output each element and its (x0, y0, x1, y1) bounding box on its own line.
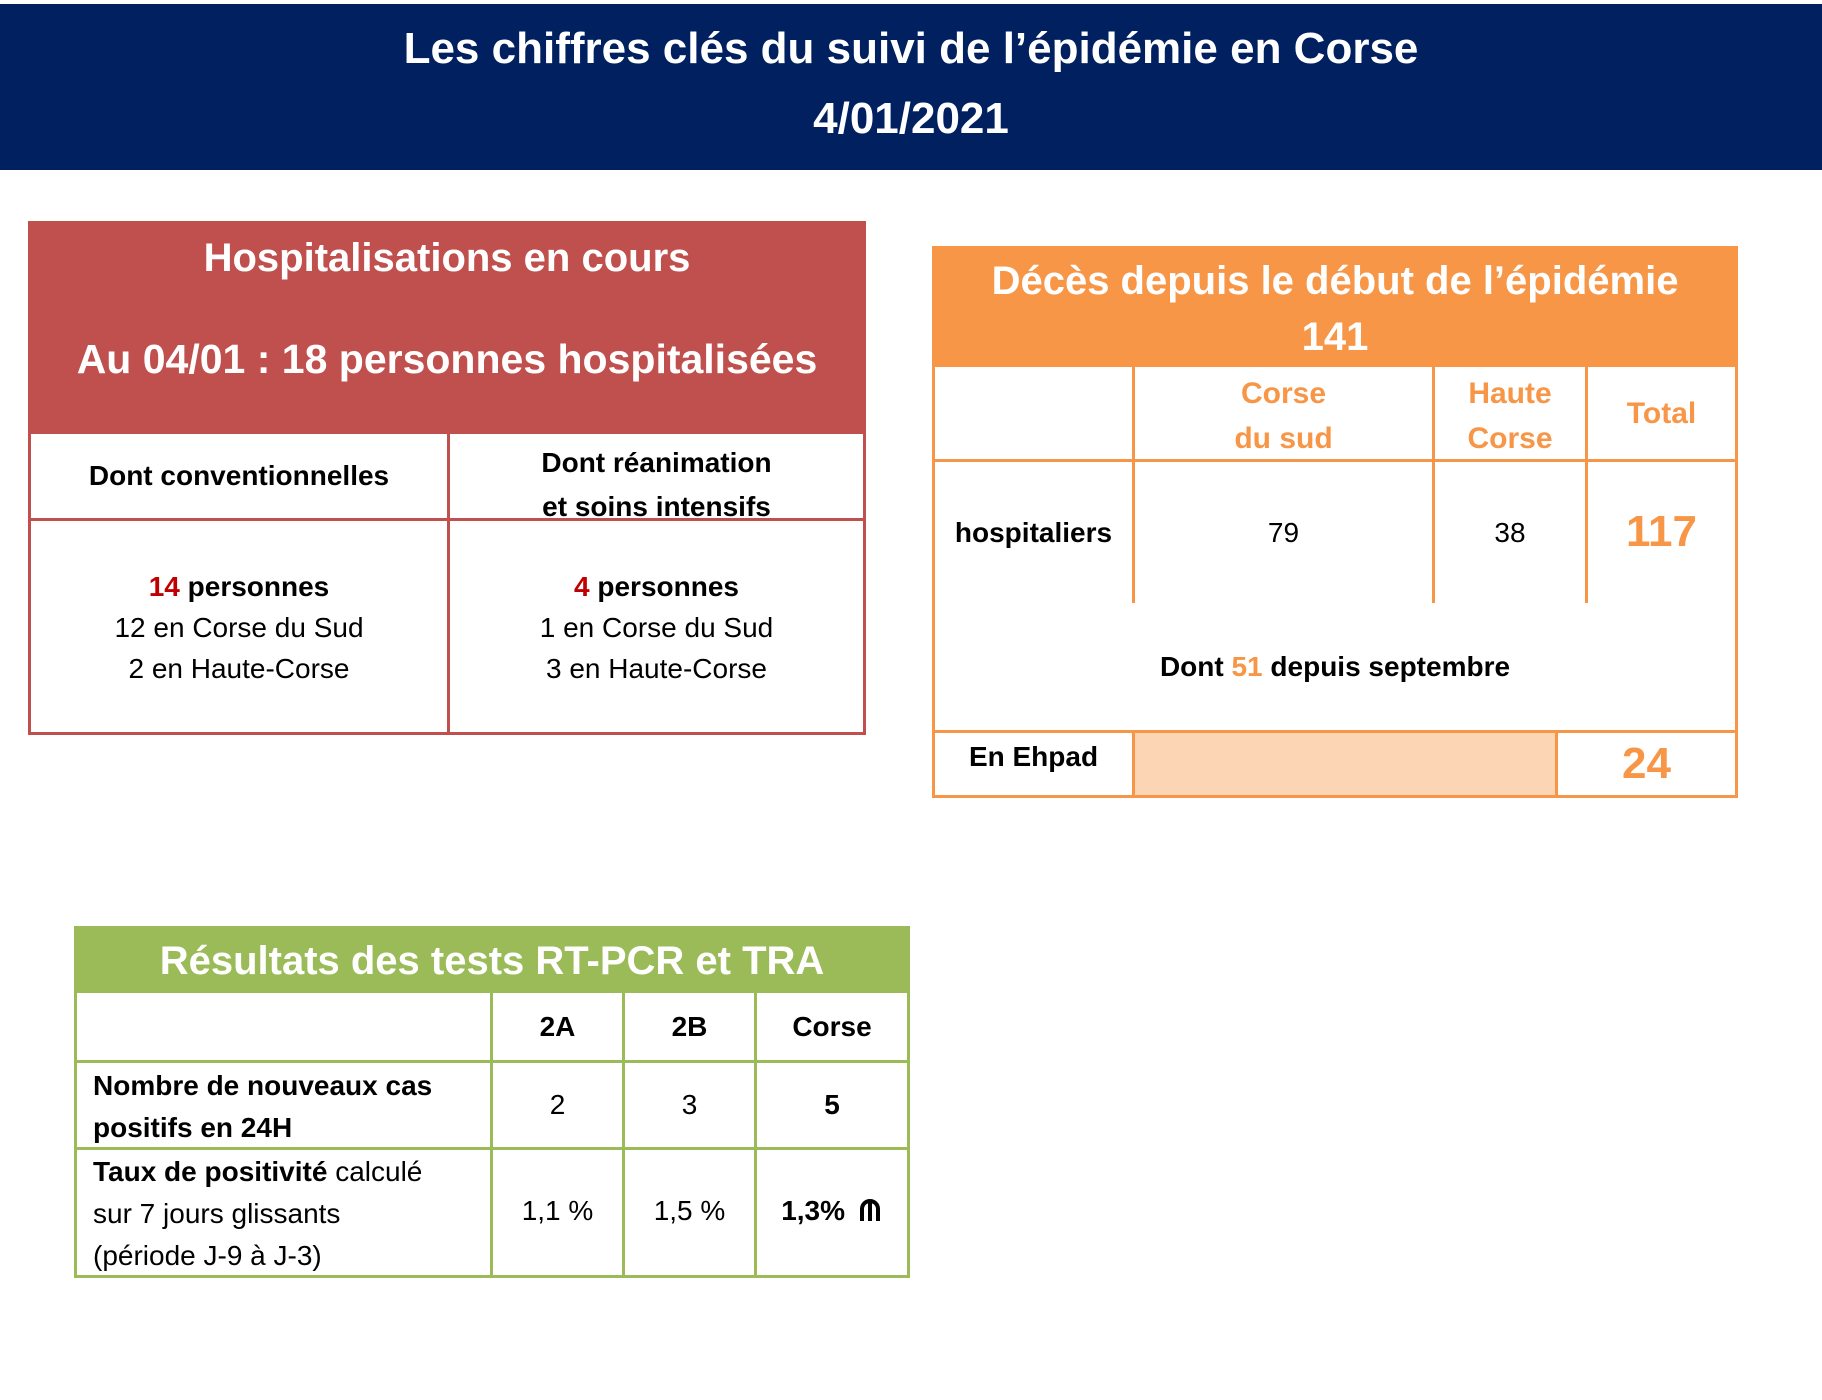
row-hospitaliers-label: hospitaliers (954, 517, 1113, 548)
reanimation-count-suffix: personnes (589, 571, 739, 602)
col-corse-sud (1135, 371, 1432, 461)
conventionnelles-line1: 12 en Corse du Sud (114, 612, 364, 643)
tests-panel (74, 926, 910, 1278)
row-nouveaux-cas-label (93, 1065, 432, 1149)
reanimation-values (450, 566, 863, 689)
hospitalisations-panel (28, 221, 866, 735)
conventionnelles-count: 14 (148, 571, 180, 602)
conventionnelles-line2: 2 en Haute-Corse (128, 653, 350, 684)
deces-title: Décès depuis le début de l’épidémie (991, 259, 1679, 303)
page-title: Les chiffres clés du suivi de l’épidémie en Corse (403, 24, 1419, 73)
hospitalisations-header (31, 224, 863, 434)
divider (77, 1060, 907, 1063)
col-total: Total (1626, 397, 1697, 430)
row2-corse-text: 1,3% (781, 1195, 846, 1226)
deces-total: 141 (1301, 315, 1369, 359)
arrow-up-icon (857, 1197, 883, 1230)
row2-corse-value (757, 1195, 907, 1230)
col-corse: Corse (792, 1011, 872, 1042)
row2-label-rest: calculé (327, 1156, 423, 1187)
row2-2b-value: 1,5 % (653, 1195, 726, 1226)
reanimation-label (450, 434, 863, 536)
tests-title: Résultats des tests RT-PCR et TRA (77, 929, 907, 993)
conventionnelles-count-suffix: personnes (179, 571, 330, 602)
row2-label-line3: (période J-9 à J-3) (93, 1240, 322, 1271)
row-ehpad-label: En Ehpad (968, 741, 1099, 772)
row1-label-line2: positifs en 24H (93, 1112, 293, 1143)
row1-corse-value: 5 (824, 1089, 840, 1120)
reanimation-count: 4 (574, 571, 590, 602)
reanimation-line1: 1 en Corse du Sud (539, 612, 774, 643)
col-2b: 2B (671, 1011, 708, 1042)
hosp-haute-corse-value: 38 (1494, 517, 1526, 548)
dont-value: 51 (1231, 651, 1263, 682)
col-corse-sud-line2: du sud (1234, 422, 1333, 455)
reanimation-label-line1: Dont réanimation (541, 447, 772, 478)
ehpad-empty-cell (1135, 733, 1555, 795)
conventionnelles-label: Dont conventionnelles (88, 460, 390, 491)
col-haute-corse (1435, 371, 1585, 461)
col-haute-corse-line2: Corse (1467, 422, 1553, 455)
hospitalisations-subtitle: Au 04/01 : 18 personnes hospitalisées (76, 336, 818, 382)
row1-2a-value: 2 (549, 1089, 566, 1120)
row2-label-line2: sur 7 jours glissants (93, 1198, 341, 1229)
dont-depuis-septembre (935, 651, 1735, 683)
deces-panel (932, 246, 1738, 798)
header-banner (0, 4, 1822, 170)
row1-label-line1: Nombre de nouveaux cas (93, 1070, 433, 1101)
reanimation-line2: 3 en Haute-Corse (545, 653, 767, 684)
hosp-total-value: 117 (1626, 507, 1697, 556)
deces-header (935, 249, 1735, 367)
col-haute-corse-line1: Haute (1468, 377, 1552, 410)
row2-label-bold: Taux de positivité (93, 1156, 328, 1187)
ehpad-total-value: 24 (1622, 739, 1671, 788)
row-taux-positivite-label (93, 1151, 422, 1277)
row2-2a-value: 1,1 % (521, 1195, 594, 1226)
conventionnelles-values (31, 566, 447, 689)
col-corse-sud-line1: Corse (1240, 377, 1327, 410)
hosp-corse-sud-value: 79 (1267, 517, 1300, 548)
page-date: 4/01/2021 (813, 94, 1009, 143)
reanimation-label-line2: et soins intensifs (542, 491, 771, 522)
dont-prefix: Dont (1159, 651, 1232, 682)
row1-2b-value: 3 (681, 1089, 698, 1120)
hospitalisations-title: Hospitalisations en cours (203, 236, 691, 280)
col-2a: 2A (539, 1011, 576, 1042)
dont-suffix: depuis septembre (1262, 651, 1511, 682)
